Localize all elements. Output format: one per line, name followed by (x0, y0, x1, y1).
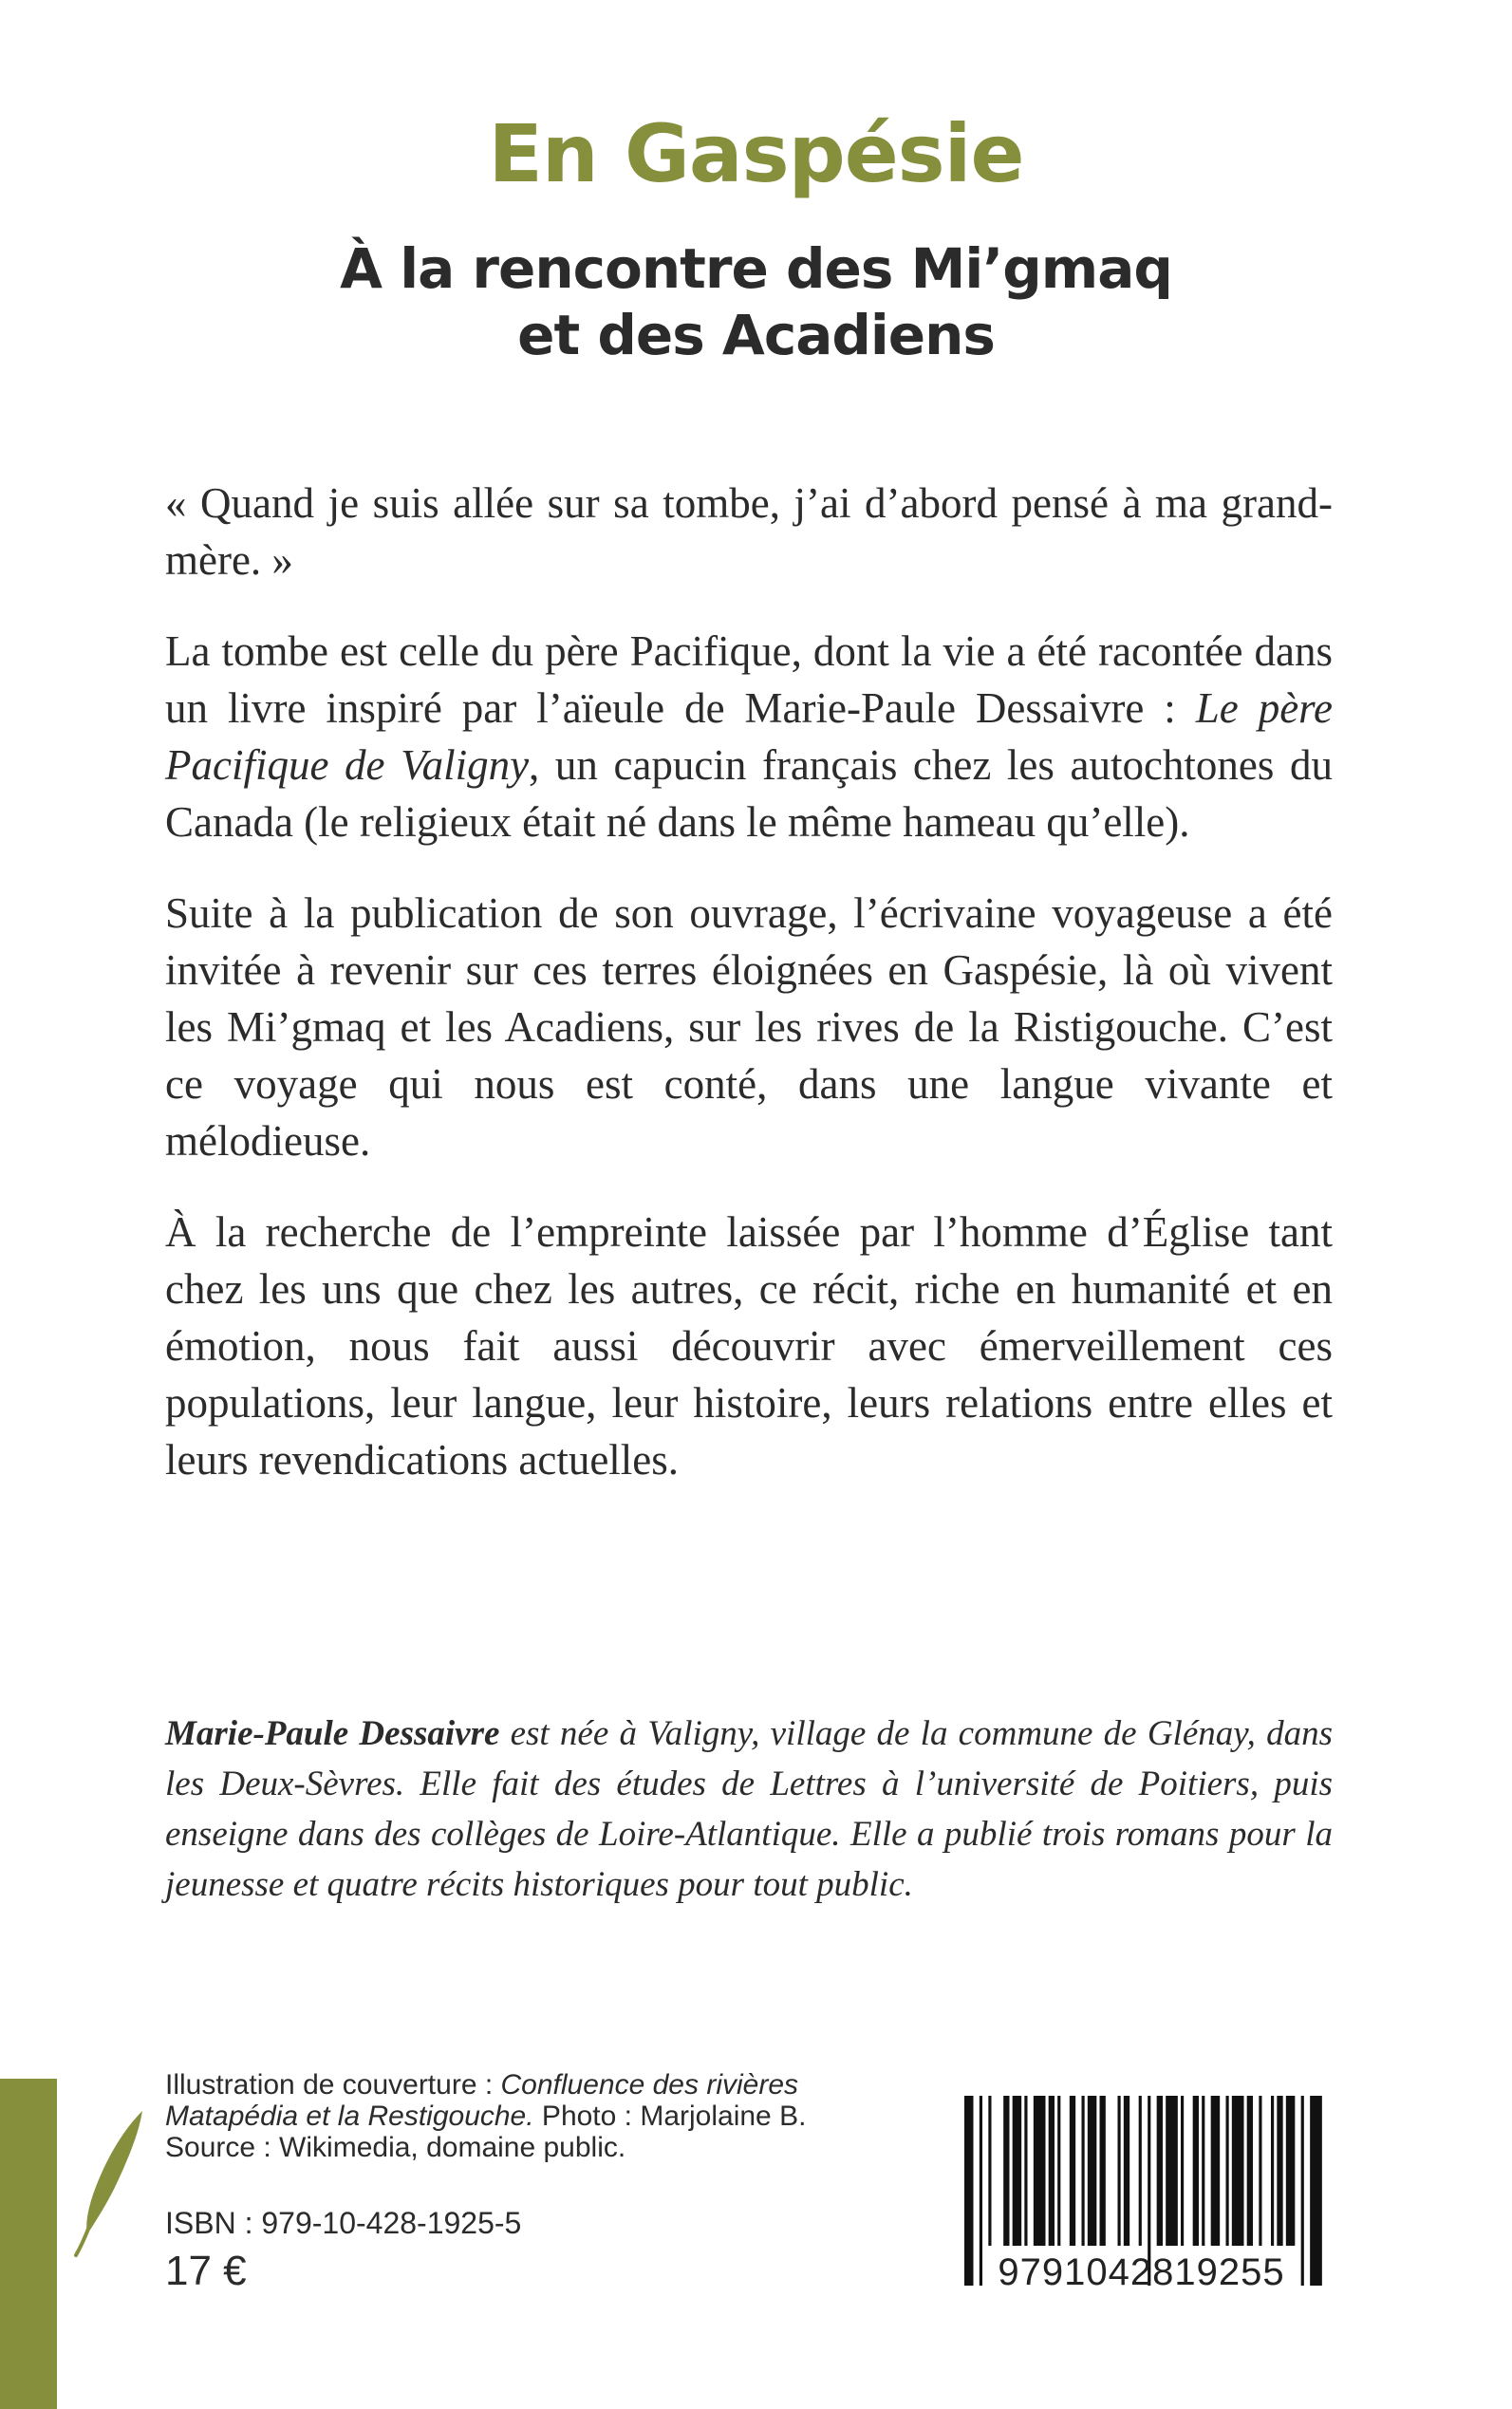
barcode-bar (1003, 2096, 1009, 2246)
barcode-bar (1202, 2096, 1204, 2246)
barcode-bar (1166, 2096, 1178, 2246)
credits-line-1 (165, 2069, 924, 2132)
barcode-bar (1100, 2096, 1106, 2246)
book-subtitle (0, 235, 1512, 368)
barcode-bar (1139, 2096, 1142, 2246)
isbn: ISBN : 979-10-428-1925-5 (165, 2206, 522, 2240)
barcode-bar (1124, 2096, 1129, 2246)
barcode-bar (1277, 2096, 1282, 2246)
barcode-bar (1271, 2096, 1274, 2246)
barcode-bar (1088, 2096, 1097, 2246)
feather-quill-icon (72, 2107, 148, 2259)
barcode-bar (1247, 2096, 1253, 2246)
barcode-bar (1286, 2096, 1296, 2246)
subtitle-line-1: À la rencontre des Mi’gmaq (340, 236, 1172, 301)
blurb-paragraph-2 (165, 623, 1333, 850)
barcode-bar (1181, 2096, 1184, 2246)
price: 17 € (165, 2248, 247, 2294)
credits-source: Source : Wikimedia, domaine public. (165, 2132, 626, 2163)
barcode-bar (1013, 2096, 1022, 2246)
accent-bar (0, 2079, 57, 2409)
blurb-paragraph-2-start: La tombe est celle du père Pacifique, dont la vie a été racontée dans un livre inspiré par l’aïeule de Marie-Paule Dessaivre : (165, 627, 1333, 732)
barcode-bar (1024, 2096, 1027, 2246)
barcode-bar (1082, 2096, 1085, 2246)
blurb-paragraph-4: À la recherche de l’empreinte laissée par l’homme d’Église tant chez les uns que chez les autres, ce récit, riche en humanité et en émotion, nous fait aussi découvrir avec émerveillement ces populations, leur langue, leur histoire, leurs relations entre elles et leurs revendications actuelles. (165, 1208, 1333, 1484)
subtitle-line-2: et des Acadiens (517, 303, 995, 367)
barcode-bar (1259, 2096, 1261, 2246)
barcode-bar (1034, 2096, 1046, 2246)
barcode-bar (1049, 2096, 1055, 2246)
blurb-paragraph-1: « Quand je suis allée sur sa tombe, j’ai d’abord pensé à ma grand-mère. » (165, 479, 1333, 584)
barcode-bar (1193, 2096, 1199, 2246)
barcode-bar (1118, 2096, 1121, 2246)
credits-prefix: Illustration de couverture : (165, 2069, 501, 2101)
cited-book-title: Le père Pacifique de Valigny (165, 684, 1333, 789)
blurb-paragraph-3: Suite à la publication de son ouvrage, l’écrivaine voyageuse a été invitée à revenir sur ces terres éloignées en Gaspésie, là où vivent les Mi’gmaq et les Acadiens, sur les rives de la Ristigouche. C’est ce voyage qui nous est conté, dans une langue vivante et mélodieuse. (165, 889, 1333, 1165)
credits-photo: Photo : Marjolaine B. (533, 2101, 807, 2132)
barcode-number: 9791042819255 (998, 2251, 1285, 2293)
book-title: En Gaspésie (488, 107, 1024, 200)
barcode-bar (1211, 2096, 1221, 2246)
barcode-bar (1057, 2096, 1060, 2246)
cover-credits (165, 2069, 924, 2163)
author-name: Marie-Paule Dessaivre (165, 1714, 500, 1753)
barcode-bar (988, 2096, 991, 2246)
author-bio (165, 1709, 1333, 1910)
barcode-bar (1226, 2096, 1229, 2246)
author-bio-text: est née à Valigny, village de la commune de Glénay, dans les Deux-Sèvres. Elle fait des études de Lettres à l’université de Poitiers, puis enseigne dans des collèges de Loire-Atlantique. Elle a publié trois romans pour la jeunesse et quatre récits historiques pour tout public. (165, 1714, 1333, 1904)
illustration-title: Confluence des rivières Matapédia et la Restigouche. (165, 2069, 799, 2132)
barcode-bar (1157, 2096, 1163, 2246)
barcode-bar (1232, 2096, 1244, 2246)
barcode-bar (1070, 2096, 1075, 2246)
blurb (165, 475, 1333, 1522)
blurb-paragraph-2-end: , un capucin français chez les autochtones du Canada (le religieux était né dans le même hameau qu’elle). (165, 741, 1333, 846)
